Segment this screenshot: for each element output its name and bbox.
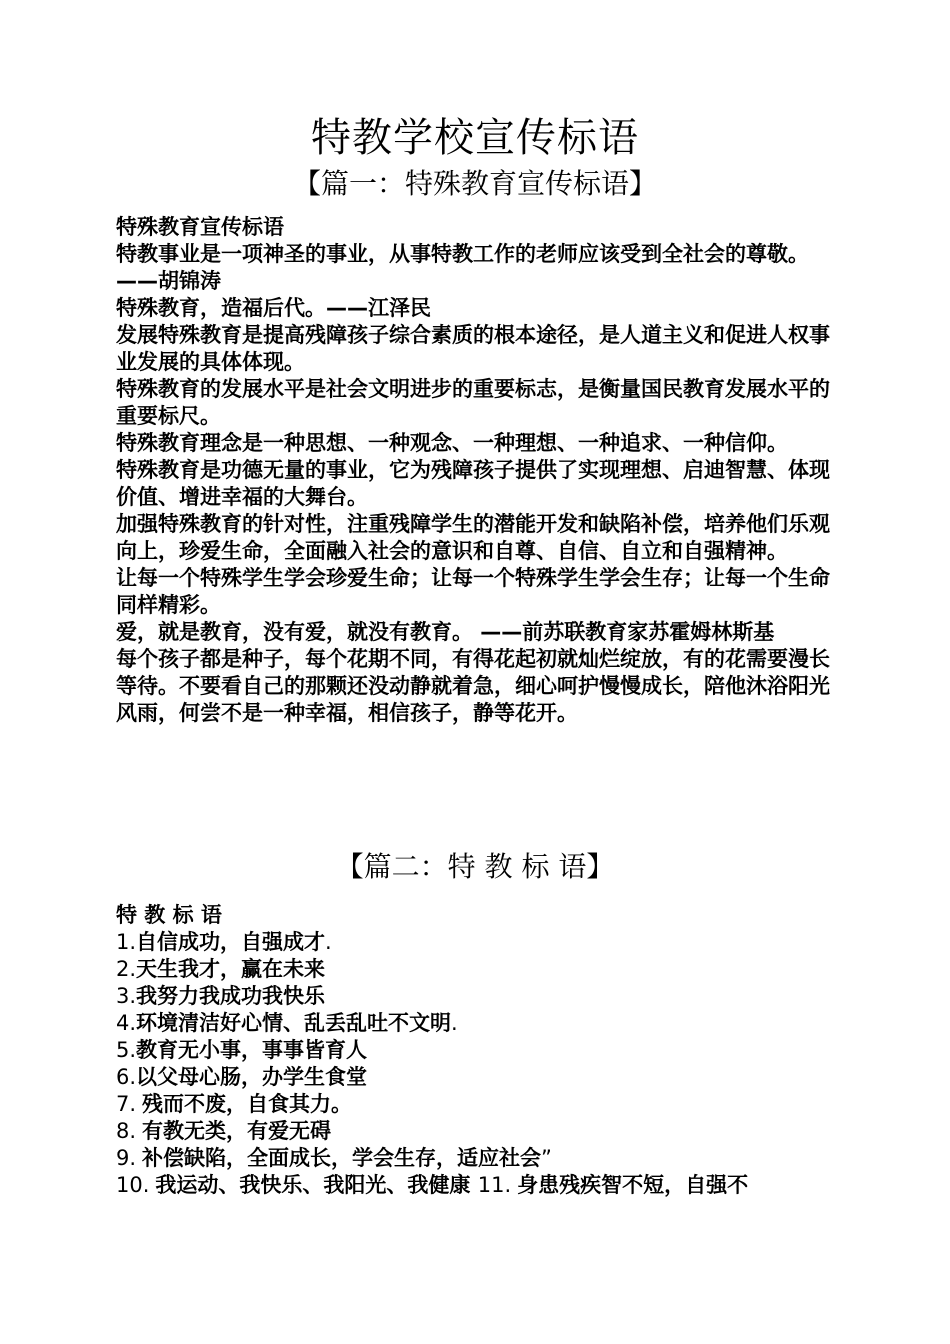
list-item-last-line <box>116 1172 836 1199</box>
list-item-text: 以父母心肠，办学生食堂 <box>136 1065 368 1089</box>
paragraph: 爱，就是教育，没有爱，就没有教育。 ——前苏联教育家苏霍姆林斯基 <box>116 620 775 644</box>
list-item <box>116 1145 836 1172</box>
list-item-number: 2. <box>116 957 137 981</box>
list-item-number: 4. <box>116 1011 137 1035</box>
paragraph: 特殊教育理念是一种思想、一种观念、一种理想、一种追求、一种信仰。 <box>116 431 788 455</box>
list-item <box>116 1010 836 1037</box>
list-item-text: 补偿缺陷，全面成长，学会生存，适应社会 <box>142 1146 542 1170</box>
list-item-number: 10. <box>116 1173 150 1197</box>
list-item-tail: ” <box>541 1146 552 1170</box>
list-item <box>116 1118 836 1145</box>
list-item-text: 我努力我成功我快乐 <box>136 984 326 1008</box>
list-item <box>116 1091 836 1118</box>
list-item-number: 7. <box>116 1092 137 1116</box>
list-item-text: 环境清洁好心情、乱丢乱吐不文明 <box>136 1011 452 1035</box>
paragraph: 让每一个特殊学生学会珍爱生命；让每一个特殊学生学会生存；让每一个生命同样精彩。 <box>116 566 830 617</box>
list-item <box>116 929 836 956</box>
list-item <box>116 983 836 1010</box>
list-item-text: 残而不废，自食其力。 <box>142 1092 353 1116</box>
list-item-text: 自信成功，自强成才 <box>136 930 326 954</box>
list-item-tail: . <box>325 930 332 954</box>
list-item-number: 1. <box>116 930 137 954</box>
section-2-subtitle: 特 教 标 语 <box>116 903 222 927</box>
paragraph: 每个孩子都是种子，每个花期不同，有得花起初就灿烂绽放，有的花需要漫长等待。不要看自己的那颗还没动静就着急，细心呵护慢慢成长，陪他沐浴阳光风雨，何尝不是一种幸福，相信孩子，静等花开。 <box>116 647 830 725</box>
list-item-text: 天生我才，赢在未来 <box>136 957 326 981</box>
list-item-text: 有教无类，有爱无碍 <box>142 1119 332 1143</box>
paragraph: 特殊教育的发展水平是社会文明进步的重要标志，是衡量国民教育发展水平的重要标尺。 <box>116 377 830 428</box>
list-item-text: 我运动、我快乐、我阳光、我健康 <box>155 1173 471 1197</box>
list-item-number: 6. <box>116 1065 137 1089</box>
paragraph: 发展特殊教育是提高残障孩子综合素质的根本途径，是人道主义和促进人权事业发展的具体体现。 <box>116 323 830 374</box>
section-heading-1: 【篇一：特殊教育宣传标语】 <box>292 167 657 200</box>
list-item-number: 5. <box>116 1038 137 1062</box>
section-2-body <box>116 902 836 1199</box>
section-1-subtitle: 特殊教育宣传标语 <box>116 215 284 239</box>
list-item <box>116 1037 836 1064</box>
list-item-text: 教育无小事，事事皆育人 <box>136 1038 368 1062</box>
paragraph: 特殊教育，造福后代。——江泽民 <box>116 296 431 320</box>
list-item <box>116 956 836 983</box>
list-item-number: 11. <box>477 1173 512 1197</box>
list-item-number: 8. <box>116 1119 137 1143</box>
section-1-body <box>116 214 836 727</box>
document-title: 特教学校宣传标语 <box>311 115 639 161</box>
paragraph: 特殊教育是功德无量的事业，它为残障孩子提供了实现理想、启迪智慧、体现价值、增进幸福的大舞台。 <box>116 458 830 509</box>
list-item-number: 3. <box>116 984 137 1008</box>
paragraph: 特教事业是一项神圣的事业，从事特教工作的老师应该受到全社会的尊敬。 <box>116 242 809 266</box>
section-heading-2: 【篇二：特 教 标 语】 <box>335 850 615 883</box>
paragraph-attribution: ——胡锦涛 <box>116 269 221 293</box>
list-item-number: 9. <box>116 1146 137 1170</box>
list-item <box>116 1064 836 1091</box>
paragraph: 加强特殊教育的针对性，注重残障学生的潜能开发和缺陷补偿，培养他们乐观向上，珍爱生命，全面融入社会的意识和自尊、自信、自立和自强精神。 <box>116 512 830 563</box>
list-item-tail: . <box>451 1011 458 1035</box>
list-item-text: 身患残疾智不短，自强不 <box>517 1173 749 1197</box>
